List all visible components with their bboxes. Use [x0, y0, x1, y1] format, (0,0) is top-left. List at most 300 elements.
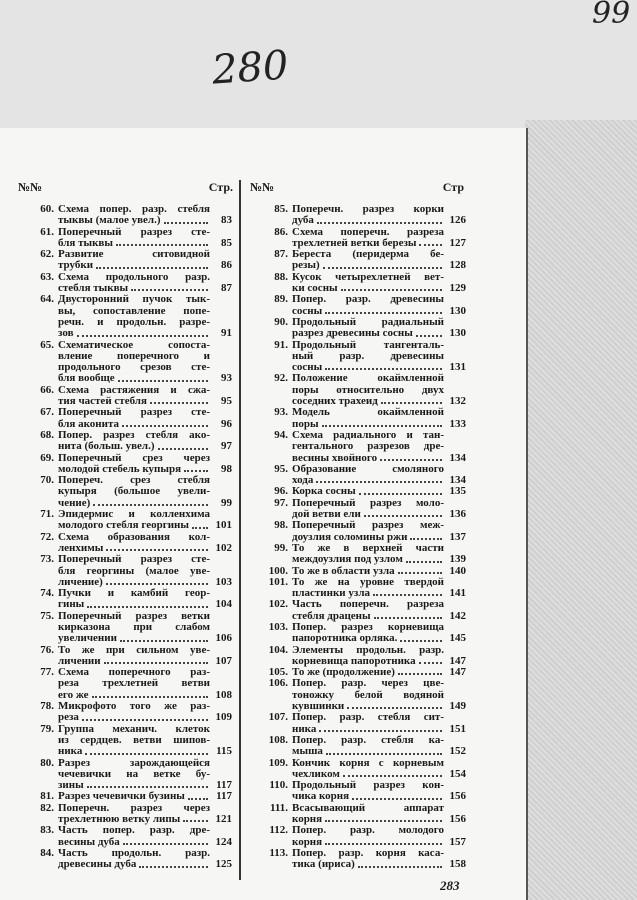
entry-title-text: реза трехлетней ветви: [58, 678, 210, 690]
dot-leader: [364, 509, 442, 517]
entry-page: 157: [449, 835, 466, 848]
contents-entry: [18, 667, 233, 701]
dot-leader: [118, 373, 208, 381]
entry-number: 112.: [269, 824, 288, 837]
entry-title-line: [58, 407, 210, 418]
entry-title-text: Продольный радиальный: [292, 316, 444, 328]
entry-page: 86: [221, 259, 232, 272]
contents-entry: [250, 373, 464, 407]
entry-title-line: [292, 407, 444, 418]
entry-title-text: личение): [58, 576, 103, 588]
entry-title-line: [58, 543, 210, 554]
entry-page: 158: [449, 858, 466, 871]
entry-title: [58, 475, 210, 509]
handwritten-corner-number: 99: [592, 0, 631, 31]
entry-page: 129: [449, 282, 466, 295]
entry-page: 115: [216, 745, 232, 758]
dot-leader: [400, 633, 442, 641]
contents-column-right: [250, 180, 464, 871]
entry-title: [292, 272, 444, 295]
entry-title-text: древесины дуба: [58, 859, 137, 871]
entry-title-text: вление поперечного и: [58, 350, 210, 362]
entry-title-line: [292, 306, 444, 317]
dot-leader: [325, 362, 442, 370]
contents-entry: [250, 407, 464, 430]
entry-title-text: корня: [292, 836, 323, 848]
entry-number: 75.: [40, 609, 54, 622]
entry-title-line: [292, 486, 444, 497]
dot-leader: [85, 746, 208, 754]
contents-entry: [250, 498, 464, 521]
contents-entry: [18, 724, 233, 758]
entry-number: 101.: [268, 575, 288, 588]
entry-title-line: [58, 486, 210, 497]
entry-title-text: тика (ириса): [292, 859, 355, 871]
entry-title-line: [58, 317, 210, 328]
contents-entry: [250, 464, 464, 487]
entry-title-text: Попер. разр. стебля сит-: [292, 712, 444, 724]
entry-page: 149: [449, 700, 466, 713]
entry-title-text: мыша: [292, 746, 323, 758]
entry-title-text: Попер. разр. древесины: [292, 294, 444, 306]
entry-title-line: [58, 419, 210, 430]
entry-title-line: [58, 498, 210, 509]
entry-title-line: [292, 554, 444, 565]
entry-page: 136: [449, 508, 466, 521]
entry-title-text: Поперечн. разрез корки: [292, 204, 444, 215]
dot-leader: [374, 611, 442, 619]
entry-title-line: [292, 577, 444, 588]
entry-title-text: Поперечный разрез сте-: [58, 554, 210, 566]
entry-title-text: Попереч. срез стебля: [58, 475, 210, 487]
entry-title-line: [292, 260, 444, 271]
entry-number: 72.: [40, 530, 54, 543]
entry-title-text: зов: [58, 328, 74, 340]
entry-title-line: [292, 746, 444, 757]
entry-title-text: Схема поперечн. разреза: [292, 226, 444, 238]
entry-number: 69.: [40, 451, 54, 464]
dot-leader: [322, 419, 442, 427]
entry-title-line: [58, 837, 210, 848]
entry-title: [58, 791, 210, 802]
entry-number: 96.: [274, 485, 288, 498]
entry-page: 135: [449, 485, 466, 498]
entry-number: 85.: [274, 203, 288, 215]
dot-leader: [82, 712, 208, 720]
entry-title-text: молодой стебель купыря: [58, 463, 182, 475]
entry-title-text: продольного срезов сте-: [58, 362, 210, 374]
entry-title-text: Схема радиального и тан-: [292, 429, 444, 441]
entry-title-line: [58, 599, 210, 610]
entry-number: 61.: [40, 225, 54, 238]
entry-title-text: стебля тыквы: [58, 283, 129, 295]
dot-leader: [326, 746, 442, 754]
entry-title-line: [292, 622, 444, 633]
entry-title-line: [292, 294, 444, 305]
entry-title: [58, 532, 210, 555]
entry-title-line: [292, 758, 444, 769]
entry-title-text: бля георгины (малое уве-: [58, 565, 210, 577]
dot-leader: [398, 566, 442, 574]
entry-title-text: Схематическое сопоста-: [58, 339, 210, 351]
dot-leader: [323, 260, 442, 268]
entry-title: [292, 340, 444, 374]
page-header: Стр: [442, 180, 464, 194]
entry-title-line: [292, 475, 444, 486]
entry-title-line: [58, 678, 210, 689]
entry-page: 137: [449, 530, 466, 543]
entry-title: [58, 588, 210, 611]
contents-entry: [18, 430, 233, 453]
entry-number: 105.: [268, 666, 288, 679]
entry-title-text: То же в верхней части: [292, 542, 444, 554]
entry-number: 95.: [274, 462, 288, 475]
entry-title-line: [58, 430, 210, 441]
contents-entry: [250, 340, 464, 374]
entry-title-text: ника: [292, 723, 317, 735]
entry-title: [292, 486, 444, 497]
entry-number: 97.: [274, 496, 288, 509]
contents-entry: [250, 272, 464, 295]
entry-title-line: [58, 385, 210, 396]
entry-page: 125: [215, 858, 232, 871]
entry-title-text: гины: [58, 599, 85, 611]
contents-entry: [18, 204, 233, 227]
contents-entry: [250, 249, 464, 272]
entry-page: 91: [221, 327, 232, 340]
dot-leader: [316, 475, 442, 483]
dot-leader: [77, 328, 208, 336]
entry-page: 102: [215, 541, 232, 554]
entry-title-text: Кончик корня с корневым: [292, 757, 444, 769]
entry-title-line: [292, 272, 444, 283]
entry-title: [292, 599, 444, 622]
entry-title: [292, 577, 444, 600]
entry-title-line: [292, 588, 444, 599]
entry-title-line: [292, 667, 444, 678]
entry-title-line: [292, 791, 444, 802]
entry-number: 73.: [40, 553, 54, 566]
contents-entry: [250, 430, 464, 464]
dot-leader: [406, 554, 442, 562]
entry-title-line: [292, 249, 444, 260]
entry-title-text: поры относительно двух: [292, 384, 444, 396]
column-divider: [239, 180, 241, 880]
dot-leader: [325, 837, 442, 845]
dot-leader: [410, 532, 442, 540]
entry-title-line: [292, 611, 444, 622]
entry-number: 76.: [40, 643, 54, 656]
entry-title-text: дуба: [292, 215, 314, 227]
entry-title-line: [292, 543, 444, 554]
entry-title-text: доузлия соломины ржи: [292, 531, 408, 543]
entry-title-line: [58, 825, 210, 836]
entry-title-line: [292, 238, 444, 249]
entry-title-line: [58, 464, 210, 475]
entry-number: 80.: [40, 756, 54, 769]
entry-title: [292, 227, 444, 250]
entry-title-line: [58, 373, 210, 384]
dot-leader: [416, 328, 442, 336]
dot-leader: [184, 464, 208, 472]
entry-title-text: его же: [58, 689, 89, 701]
entry-number: 110.: [269, 779, 288, 792]
entry-page: 128: [449, 259, 466, 272]
entry-title: [58, 848, 210, 871]
dot-leader: [380, 453, 442, 461]
entry-number: 78.: [40, 700, 54, 713]
entry-number: 99.: [274, 541, 288, 554]
entry-title-text: Часть продольн. разр.: [58, 847, 210, 859]
entry-title-text: папоротника орляка.: [292, 633, 398, 645]
entry-title: [292, 803, 444, 826]
entry-title-text: Схема растяжения и сжа-: [58, 384, 210, 396]
entry-title-text: вы, сопоставление попе-: [58, 305, 210, 317]
dot-leader: [347, 701, 442, 709]
contents-entry: [18, 803, 233, 826]
entry-title: [292, 825, 444, 848]
entry-title-line: [58, 690, 210, 701]
entry-number: 89.: [274, 293, 288, 306]
entry-title-text: То же на уровне твердой: [292, 576, 444, 588]
entry-title-line: [292, 464, 444, 475]
entry-title-line: [58, 859, 210, 870]
dot-leader: [158, 441, 208, 449]
entry-title-line: [58, 328, 210, 339]
entry-title-line: [58, 769, 210, 780]
entry-title-text: разрез древесины сосны: [292, 328, 413, 340]
entry-title-line: [58, 622, 210, 633]
dot-leader: [381, 396, 442, 404]
dot-leader: [188, 791, 208, 799]
entry-title-text: трехлетнюю ветку липы: [58, 814, 181, 826]
entry-number: 91.: [274, 338, 288, 351]
entry-title-text: тыквы (малое увел.): [58, 215, 161, 227]
entry-title-text: бля вообще: [58, 373, 115, 385]
entry-title-text: чика корня: [292, 791, 350, 803]
contents-entry: [250, 645, 464, 668]
entry-page: 156: [449, 790, 466, 803]
entry-title-text: зины: [58, 780, 84, 792]
entry-page: 130: [449, 304, 466, 317]
entry-page: 104: [215, 598, 232, 611]
entry-title: [292, 407, 444, 430]
contents-entry: [18, 272, 233, 295]
entry-title: [292, 758, 444, 781]
contents-entry: [250, 712, 464, 735]
entry-title-text: увеличении: [58, 633, 117, 645]
dot-leader: [123, 837, 208, 845]
entry-page: 117: [216, 790, 232, 803]
entry-title-line: [58, 780, 210, 791]
dot-leader: [419, 656, 442, 664]
entry-number: 64.: [40, 293, 54, 306]
entry-title-line: [58, 633, 210, 644]
contents-entry: [18, 385, 233, 408]
entry-title-line: [58, 735, 210, 746]
entry-title-text: сосны: [292, 305, 323, 317]
entry-title: [292, 249, 444, 272]
contents-entry: [250, 848, 464, 871]
entry-title-line: [292, 317, 444, 328]
entry-page: 156: [449, 813, 466, 826]
entry-title-line: [58, 814, 210, 825]
entry-number: 82.: [40, 801, 54, 814]
entry-title-text: Разрез чечевички бузины: [58, 791, 185, 803]
dot-leader: [104, 656, 208, 664]
contents-entry: [18, 848, 233, 871]
entry-title-line: [58, 532, 210, 543]
entry-number: 98.: [274, 519, 288, 532]
entry-title: [292, 498, 444, 521]
entry-title-text: Эпидермис и колленхима: [58, 509, 210, 521]
entry-page: 141: [449, 587, 466, 600]
entry-title-text: Положение окаймленной: [292, 373, 444, 385]
entry-title-text: Поперечный разрез ветки: [58, 610, 210, 622]
entry-number: 79.: [40, 722, 54, 735]
entry-title-line: [58, 238, 210, 249]
entry-number: 74.: [40, 587, 54, 600]
contents-entry: [250, 317, 464, 340]
entry-number: 67.: [40, 406, 54, 419]
entry-number: 107.: [268, 711, 288, 724]
entry-page: 140: [449, 564, 466, 577]
entry-title-text: весины дуба: [58, 836, 120, 848]
entry-title-text: Попер. разр. через цве-: [292, 678, 444, 690]
entry-number: 87.: [274, 248, 288, 261]
entry-title-line: [292, 645, 444, 656]
entry-title-text: поры: [292, 418, 319, 430]
contents-entry: [18, 294, 233, 339]
contents-entry: [18, 554, 233, 588]
entry-title-line: [292, 396, 444, 407]
dot-leader: [92, 690, 208, 698]
entry-number: 84.: [40, 846, 54, 859]
entry-page: 147: [449, 666, 466, 679]
entry-title-text: Схема попер. разр. стебля: [58, 204, 210, 215]
entry-title-text: Всасывающий аппарат: [292, 802, 444, 814]
entry-title-line: [58, 791, 210, 802]
entry-title-text: Поперечн. разрез через: [58, 802, 210, 814]
entry-title-text: Корка сосны: [292, 486, 356, 498]
contents-entry: [18, 407, 233, 430]
contents-entry: [250, 543, 464, 566]
entry-number: 66.: [40, 383, 54, 396]
entry-title-line: [292, 328, 444, 339]
contents-entry: [18, 645, 233, 668]
entry-title-text: Микрофото того же раз-: [58, 701, 210, 713]
page-header: Стр.: [208, 180, 233, 194]
entry-page: 107: [215, 654, 232, 667]
entry-page: 96: [221, 417, 232, 430]
entry-title-line: [292, 340, 444, 351]
entry-number: 100.: [268, 564, 288, 577]
entry-title-text: кувшинки: [292, 701, 345, 713]
entry-title: [58, 724, 210, 758]
dot-leader: [164, 215, 209, 223]
entry-number: 71.: [40, 508, 54, 521]
entry-title-line: [58, 758, 210, 769]
entry-title-line: [292, 520, 444, 531]
contents-entry: [250, 577, 464, 600]
dot-leader: [120, 633, 208, 641]
entry-title-line: [58, 283, 210, 294]
contents-entry: [250, 294, 464, 317]
entry-title-text: купыря (большое увели-: [58, 486, 210, 498]
entry-page: 93: [221, 372, 232, 385]
entry-title: [292, 645, 444, 668]
entry-title-text: Береста (перидерма бе-: [292, 249, 444, 261]
number-header: №№: [18, 180, 43, 194]
entry-page: 117: [216, 779, 232, 792]
dot-leader: [150, 396, 208, 404]
entry-title: [292, 622, 444, 645]
dot-leader: [325, 306, 442, 314]
entry-title-text: бля тыквы: [58, 237, 113, 249]
dot-leader: [192, 520, 208, 528]
entry-title: [58, 407, 210, 430]
entry-page: 98: [221, 462, 232, 475]
entry-number: 106.: [268, 677, 288, 690]
entry-page: 124: [215, 835, 232, 848]
entry-title-line: [292, 825, 444, 836]
entry-title-line: [292, 848, 444, 859]
entry-title-text: молодого стебля георгины: [58, 520, 189, 532]
entry-title-line: [58, 227, 210, 238]
page-number: 283: [440, 878, 460, 893]
entry-number: 86.: [274, 225, 288, 238]
entry-title-line: [58, 611, 210, 622]
contents-entry: [250, 678, 464, 712]
entry-title-line: [58, 712, 210, 723]
entry-title-line: [58, 520, 210, 531]
contents-entry: [18, 532, 233, 555]
entry-title-line: [58, 848, 210, 859]
entry-title-text: пластинки узла: [292, 588, 370, 600]
entry-title-line: [58, 260, 210, 271]
entry-title-line: [292, 362, 444, 373]
entry-title-text: То же (продолжение): [292, 667, 395, 679]
entry-page: 85: [221, 236, 232, 249]
dot-leader: [183, 814, 208, 822]
entry-title-text: Попер. разр. корня каса-: [292, 847, 444, 859]
entry-title: [292, 430, 444, 464]
contents-entry: [18, 340, 233, 385]
entry-title-line: [58, 215, 210, 226]
column-header: [18, 180, 233, 204]
entry-page: 134: [449, 451, 466, 464]
entry-number: 94.: [274, 428, 288, 441]
entry-title-text: Развитие ситовидной: [58, 249, 210, 261]
entry-title-text: Пучки и камбий геор-: [58, 588, 210, 600]
entry-page: 106: [215, 632, 232, 645]
entry-number: 63.: [40, 270, 54, 283]
dot-leader: [419, 238, 442, 246]
entry-title: [292, 294, 444, 317]
entry-title-text: То же в области узла: [292, 565, 395, 577]
entry-title: [292, 204, 444, 227]
entry-title-line: [292, 215, 444, 226]
contents-entry: [18, 227, 233, 250]
dot-leader: [352, 791, 442, 799]
entry-page: 132: [449, 395, 466, 408]
entry-title: [58, 667, 210, 701]
entry-title-text: Схема продольного разр.: [58, 271, 210, 283]
entry-title-line: [58, 362, 210, 373]
entry-page: 130: [449, 327, 466, 340]
entry-title-text: Поперечный разрез сте-: [58, 226, 210, 238]
entry-title-line: [58, 475, 210, 486]
